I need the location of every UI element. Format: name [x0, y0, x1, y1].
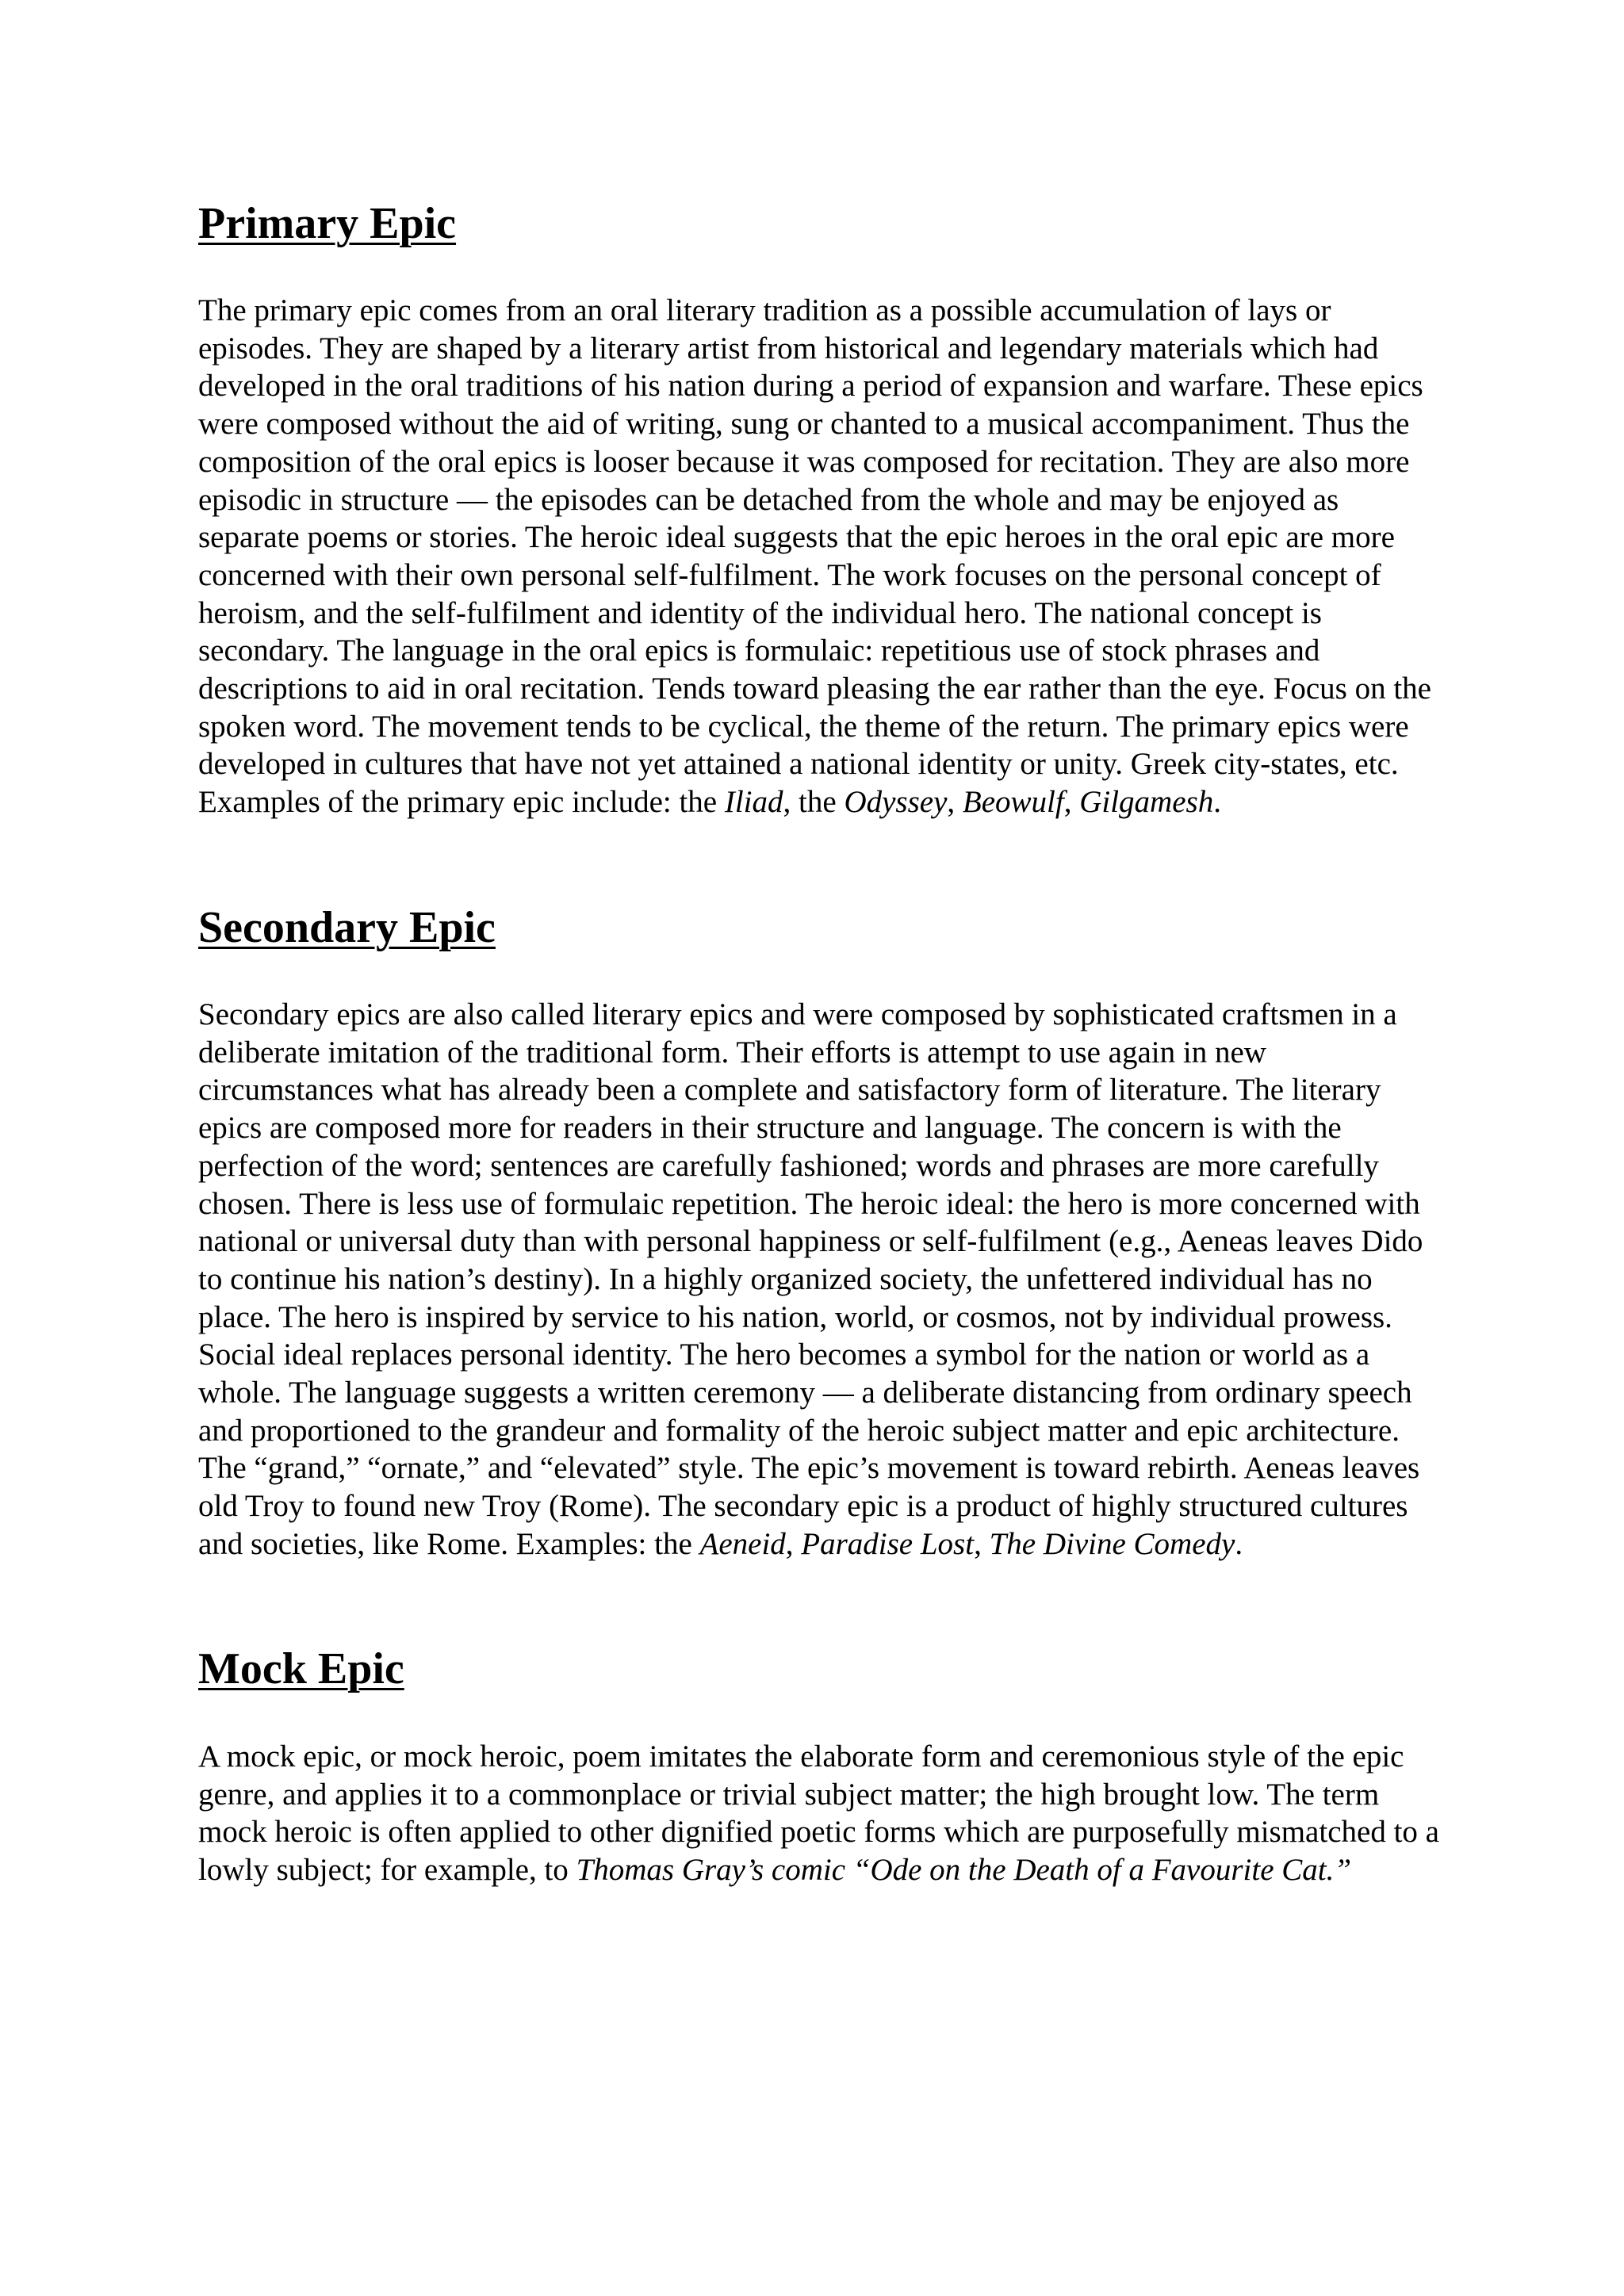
- text-run: , the: [783, 785, 845, 820]
- italic-title-run: The Divine Comedy: [989, 1526, 1235, 1561]
- text-run: The primary epic comes from an oral literary tradition as a possible accumulation of lays or episodes. They are shaped by a literary artist from historical and legendary materials which had developed in the oral traditions of his nation during a period of expansion and warfare. These epics were composed without the aid of writing, sung or chanted to a musical accompaniment. Thus the composition of the oral epics is looser because it was composed for recitation. They are also more episodic in structure — the episodes can be detached from the whole and may be enjoyed as separate poems or stories. The heroic ideal suggests that the epic heroes in the oral epic are more concerned with their own personal self-fulfilment. The work focuses on the personal concept of heroism, and the self-fulfilment and identity of the individual hero. The national concept is secondary. The language in the oral epics is formulaic: repetitious use of stock phrases and descriptions to aid in oral recitation. Tends toward pleasing the ear rather than the eye. Focus on the spoken word. The movement tends to be cyclical, the theme of the return. The primary epics were developed in cultures that have not yet attained a national identity or unity. Greek city-states, etc. Examples of the primary epic include: the: [198, 293, 1431, 820]
- text-run: ,: [1063, 785, 1080, 820]
- heading-mock-epic: Mock Epic: [198, 1644, 404, 1693]
- italic-title-run: Odyssey: [844, 785, 948, 820]
- paragraph-mock-epic: [198, 1738, 1447, 1889]
- heading-secondary-epic: Secondary Epic: [198, 903, 496, 952]
- text-run: Secondary epics are also called literary epics and were composed by sophisticated craftsmen in a deliberate imitation of the traditional form. Their efforts is attempt to use again in new circumstances what has already been a complete and satisfactory form of literature. The literary epics are composed more for readers in their structure and language. The concern is with the perfection of the word; sentences are carefully fashioned; words and phrases are more carefully chosen. There is less use of formulaic repetition. The heroic ideal: the hero is more concerned with national or universal duty than with personal happiness or self-fulfilment (e.g., Aeneas leaves Dido to continue his nation’s destiny). In a highly organized society, the unfettered individual has no place. The hero is inspired by service to his nation, world, or cosmos, not by individual prowess. Social ideal replaces personal identity. The hero becomes a symbol for the nation or world as a whole. The language suggests a written ceremony — a deliberate distancing from ordinary speech and proportioned to the grandeur and formality of the heroic subject matter and epic architecture. The “grand,” “ornate,” and “elevated” style. The epic’s movement is toward rebirth. Aeneas leaves old Troy to found new Troy (Rome). The secondary epic is a product of highly structured cultures and societies, like Rome. Examples: the: [198, 997, 1423, 1561]
- paragraph-primary-epic: [198, 292, 1447, 821]
- italic-title-run: Beowulf: [962, 785, 1064, 820]
- italic-title-run: Iliad: [724, 785, 783, 820]
- paragraph-secondary-epic: [198, 996, 1447, 1563]
- text-run: .: [1235, 1526, 1243, 1561]
- italic-title-run: Thomas Gray’s comic “Ode on the Death of a Favourite Cat.”: [576, 1853, 1352, 1888]
- text-run: .: [1213, 785, 1221, 820]
- text-run: ,: [947, 785, 963, 820]
- text-run: A mock epic, or mock heroic, poem imitates the elaborate form and ceremonious style of the epic genre, and applies it to a commonplace or trivial subject matter; the high brought low. The term mock heroic is often applied to other dignified poetic forms which are purposefully mismatched to a lowly subject; for example, to: [198, 1739, 1439, 1888]
- italic-title-run: Gilgamesh: [1079, 785, 1214, 820]
- text-run: ,: [974, 1526, 990, 1561]
- italic-title-run: Aeneid: [699, 1526, 786, 1561]
- heading-primary-epic: Primary Epic: [198, 199, 457, 248]
- text-run: ,: [785, 1526, 802, 1561]
- italic-title-run: Paradise Lost: [801, 1526, 975, 1561]
